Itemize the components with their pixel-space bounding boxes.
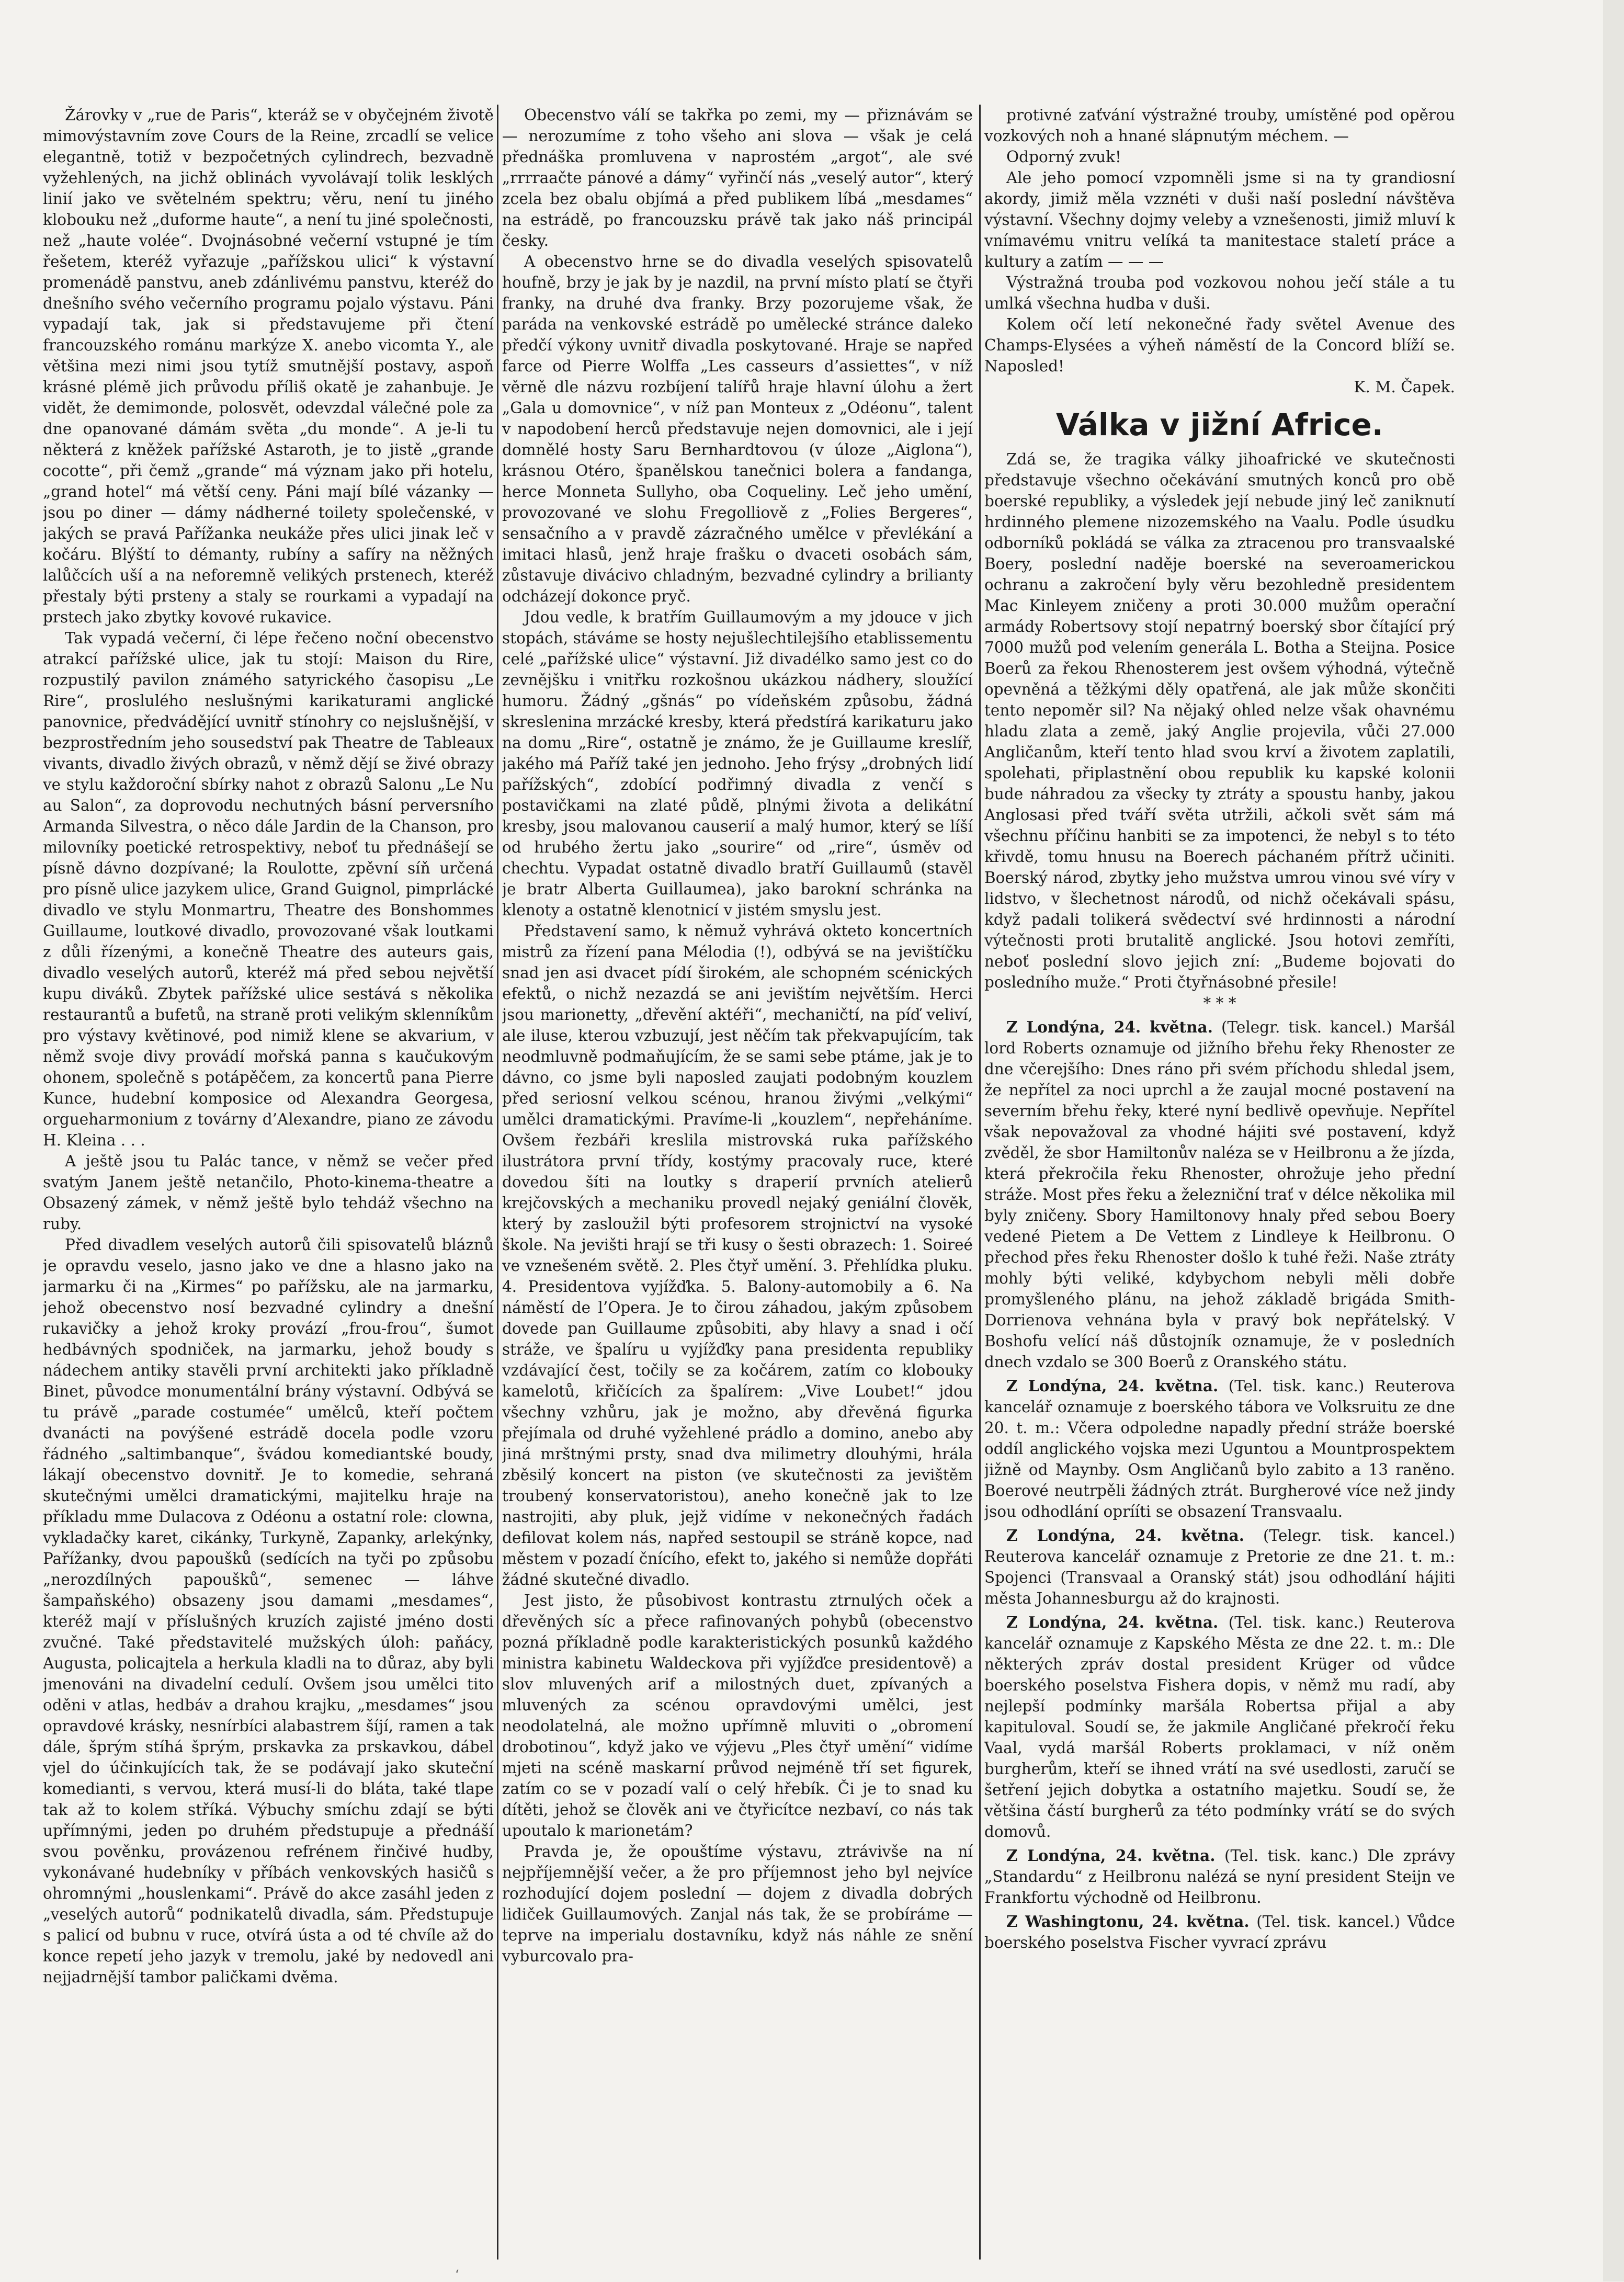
news-text: (Telegr. tisk. kancel.) Reuterova kancelář oznamuje z Pretorie ze dne 21. t. m.: Spojenci (Transvaal a Oranský stát) jsou odhodlání hájiti města Johannesburgu až do krajnosti. xyxy=(984,1527,1455,1607)
footer-mark: ‘ xyxy=(455,2267,459,2282)
column-1 xyxy=(43,105,494,2260)
column-divider xyxy=(497,105,498,2260)
news-dateline: Z Londýna, 24. května. xyxy=(1006,1526,1244,1545)
paragraph: Tak vypadá večerní, či lépe řečeno noční obecenstvo atrakcí pařížské ulice, jak tu stojí: Maison du Rire, rozpustilý pavilon známého satyrického časopisu „Le Rire“, proslulého neslušnými karikaturami anglické panovnice, předvádějící uvnitř stínohry co nejslušnější, v bezprostředním jeho sousedství pak Theatre de Tableaux vivants, divadlo živých obrazů, v němž dějí se živé obrazy ve stylu každoroční sbírky nahot z obrazů Salonu „Le Nu au Salon“, za doprovodu nechutných básní perversního Armanda Silvestra, o něco dále Jardin de la Chanson, pro milovníky poetické retrospektivy, neboť tu přednášejí se písně dávno dozpívané; la Roulotte, zpěvní síň určená pro písně ulice jazykem ulice, Grand Guignol, pimprlácké divadlo ve stylu Monmartru, Theatre des Bonshommes Guillaume, loutkové divadlo, provozované však loutkami z důli řízenými, a konečně Theatre des auteurs gais, divadlo veselých autorů, kteréž má před sebou největší kupu diváků. Zbytek pařížské ulice sestává s několika restaurantů a bufetů, na straně proti velikým sklenníkům pro výstavy květinové, pod nimiž klene se akvarium, v němž svoje divy provádí mořská panna s kaučukovým ohonem, společně s potápěčem, za koncertů pana Pierre Kunce, hudební komposice od Alexandra Georgesa, orgueharmonium z továrny d’Alexandre, piano ze závodu H. Kleina . . . xyxy=(43,629,494,1149)
paragraph: Ale jeho pomocí vzpomněli jsme si na ty grandiosní akordy, jimiž měla vzznéti v duši naší poslední návštěva výstavní. Všechny dojmy veleby a vznešenosti, jimiž mluví k vnímavému vnitru velíká ta manitestace staletí práce a kultury a zatím — — — xyxy=(984,169,1455,270)
news-text: (Tel. tisk. kanc.) Reuterova kancelář oznamuje z Kapského Města ze dne 22. t. m.: Dle některých zpráv dostal president Krüger od vůdce boerského poselstva Fishera dopis, v němž mu radí, aby nejlepší podmínky maršála Robertsa přijal a aby kapituloval. Soudí se, že jakmile Angličané překročí řeku Vaal, vydá maršál Roberts proklamaci, v níž oněm burgherům, kteří se ihned vrátí na své usedlosti, zaručí se šetření jejich dobytka a ostatního majetku. Soudí se, že většina částí burgherů za této podmínky vrátí se do svých domovů. xyxy=(984,1614,1455,1841)
news-item xyxy=(984,1911,1455,1953)
news-dateline: Z Londýna, 24. května. xyxy=(1006,1613,1219,1631)
paragraph: A obecenstvo hrne se do divadla veselých spisovatelů houfně, brzy je jak by je nazdil, na první místo platí se čtyři franky, na druhé dva franky. Brzy pozorujeme však, že paráda na venkovské estrádě po umělecké stránce daleko předčí výkony uvnitř divadla poskytované. Hraje se napřed farce od Pierre Wolffa „Les casseurs d’assiettes“, v níž věrně dle názvu rozbíjení talířů hraje hlavní úlohu a žert „Gala u domovnice“, v níž pan Monteux z „Odéonu“, talent v napodobení herců představuje nejen domovnici, ale i její domnělé hosty Saru Bernhardtovou (v úloze „Aiglona“), krásnou Otéro, španělskou tanečnici bolera a fandanga, herce Monneta Sullyho, oba Coqueliny. Leč jeho umění, provozované ve slohu Fregolliově z „Folies Bergeres“, sensačního a v pravdě zázračného umělce v převlékání a imitaci hlasů, jenž hraje frašku o dvaceti osobách sám, zůstavuje divácivo chladným, bezvadné cylindry a brilianty odcházejí dokonce pryč. xyxy=(502,253,973,605)
news-text: (Tel. tisk. kancel.) Vůdce boerského poselstva Fischer vyvrací zprávu xyxy=(984,1913,1455,1951)
news-item xyxy=(984,1017,1455,1372)
paragraph: Jdou vedle, k bratřím Guillaumovým a my jdouce v jich stopách, stáváme se hosty nejušlechtilejšího etablissementu celé „pařížské ulice“ výstavní. Již divadélko samo jest co do zevnějšku i vnitřku rozkošnou ukázkou nádhery, sloužící humoru. Žádný „gšnás“ po vídeňském způsobu, žádná skreslenina mrzácké kresby, která předstírá karikaturu jako na domu „Rire“, ostatně je známo, že je Guillaume kreslíř, jakého má Paříž také jen jednoho. Jeho frýsy „drobných lidí pařížských“, zdobící podřimný divadla z venčí s postavičkami na zlaté půdě, plnými života a delikátní kresby, jsou malovanou causerií a malý humor, který se líší od hrubého žertu jako „sourire“ od „rire“, úsměv od chechtu. Vypadat ostatně divadlo bratří Guillaumů (stavěl je bratr Alberta Guillaumea), jako barokní schránka na klenoty a ostatně klenotnicí v jistém smyslu jest. xyxy=(502,608,973,919)
news-item xyxy=(984,1525,1455,1609)
column-3 xyxy=(984,105,1455,2260)
section-separator: * * * xyxy=(1203,994,1236,1012)
news-text: (Tel. tisk. kanc.) Dle zprávy „Standardu“ z Heilbronu nalézá se nyní president Steijn ve Frankfortu východně od Heilbronu. xyxy=(984,1847,1455,1906)
news-item xyxy=(984,1376,1455,1522)
news-text: (Tel. tisk. kanc.) Reuterova kancelář oznamuje z boerského tábora ve Volksruitu ze dne 20. t. m.: Včera odpoledne napadly přední stráže boerské oddíl anglického vojska mezi Uguntou a Mountprospektem jižně od Maynby. Osm Angličanů bylo zabito a 13 raněno. Boerové neutrpěli žádných ztrát. Burgherové více než jindy jsou odhodlání oprííti se obsazení Transvaalu. xyxy=(984,1377,1455,1520)
author-signature: K. M. Čapek. xyxy=(1354,378,1455,396)
paragraph: Pravda je, že opouštíme výstavu, ztrávivše na ní nejpříjemnější večer, a že pro příjemnost jeho byl nejvíce rozhodující dojem poslední — dojem z divadla dobrých lidiček Guillaumových. Zanjal nás tak, že se probíráme — teprve na imperialu dostavníku, když nás náhle ze snění vyburcovalo pra- xyxy=(502,1843,973,1965)
paragraph: Žárovky v „rue de Paris“, kteráž se v obyčejném životě mimovýstavním zove Cours de la Reine, zrcadlí se velice elegantně, totiž v bezpočetných cylindrech, bezvadně vyžehlených, na jichž oblinách vyvolávají tolik lesklých linií jako ve světelném spektru; věru, není tu jiného klobouku než „duforme haute“, a není tu jiné společnosti, než „haute volée“. Dvojnásobné večerní vstupné je tím řešetem, kteréž vyřazuje „pařížskou ulici“ k výstavní promenádě panstvu, aneb zdánlivému panstvu, kteréž do dnešního svého večerního programu pojalo výstavu. Páni vypadají tak, jak si představujeme při čtení francouzského románu markýze X. anebo vicomta Y., ale většina mezi nimi jsou tytíž smutnější postavy, aspoň krásné plémě jich průvodu příliš okatě je zahanbuje. Je vidět, že demimonde, polosvět, odevzdal válečné pole za dne opanované dámám světa „du monde“. A je-li tu některá z kněžek pařížské Astaroth, je to jistě „grande cocotte“, při čemž „grande“ má význam jako při hotelu, „grand hotel“ má větší ceny. Páni mají bílé vázanky — jsou po diner — dámy nádherné toilety společenské, v jakých se pravá Pařížanka neukáže přes ulici jinak leč v kočáru. Blýští to démanty, rubíny a safíry na něžných lalůčcích uší a na neforemně velikých prstenech, kteréž přestaly býti prsteny a staly se rourkami a vypadají na prstech jako zbytky kovové rukavice. xyxy=(43,106,494,626)
column-2 xyxy=(502,105,973,2260)
section-heading: Válka v jižní Africe. xyxy=(1056,407,1383,442)
news-item xyxy=(984,1845,1455,1908)
news-dateline: Z Londýna, 24. května. xyxy=(1006,1018,1213,1036)
paragraph: Jest jisto, že působivost kontrastu ztrnulých oček a dřevěných síc a přece rafinovaných pohybů (obecenstvo pozná příkladně podle karakteristických posunků každého ministra kabinetu Waldeckova při vyjížďce presidentově) a slov mluvených arif a milostných duet, zpívaných a mluvených za scénou opravdovými umělci, jest neodolatelná, ale možno upřímně mluviti o „obromení drobotinou“, když jako ve výjevu „Ples čtyř umění“ vidíme mjeti na scéně maskarní průvod nejméně tří set figurek, zatím co se v pozadí valí o celý hřebík. Či je to snad ku dítěti, jehož se člověk ani ve čtyřicítce nezbaví, co nás tak upoutalo k marionetám? xyxy=(502,1592,973,1840)
paragraph: Obecenstvo válí se takřka po zemi, my — přiznávám se — nerozumíme z toho všeho ani slova — však je celá přednáška promluvena v naprostém „argot“, ale své „rrrraačte pánové a dámy“ vyřinčí nás „veselý autor“, který zcela bez obalu objímá a před publikem líbá „mesdames“ na estrádě, po francouzsku právě tak jako náš principál česky. xyxy=(502,106,973,249)
news-item xyxy=(984,1612,1455,1842)
news-dateline: Z Londýna, 24. května. xyxy=(1006,1846,1216,1865)
news-dateline: Z Washingtonu, 24. května. xyxy=(1006,1912,1250,1931)
paragraph: Před divadlem veselých autorů čili spisovatelů bláznů je opravdu veselo, jasno jako ve dne a hlasno jako na jarmarku či na „Kirmes“ po pařížsku, ale na jarmarku, jehož obecenstvo nosí bezvadné cylindry a dnešní rukavičky a jehož kroky provází „frou-frou“, šumot hedbávných spodniček, na jarmarku, jehož boudy s nádechem antiky stavěli první architekti jako příkladně Binet, původce monumentální brány výstavní. Odbývá se tu právě „parade costumée“ umělců, kteří počtem dvanácti na povýšené estrádě docela podle vzoru řádného „saltimbanque“, švádou komediantské boudy, lákají obecenstvo dovnitř. Je to komedie, sehraná skutečnými umělci dramatickými, majitelku hraje na příkladu mme Dulacova z Odéonu a ostatní role: clowna, vykladačky karet, cikánky, Turkyně, Zapanky, arlekýnky, Pařížanky, dvou papoušků (sedících na tyči po způsobu „nerozdílných papoušků“, semenec — láhve šampaňského) obsazeny jsou damami „mesdames“, kteréž mají v příslušných kruzích zajisté jméno dosti zvučné. Také představitelé mužských úloh: paňácy, Augusta, policajtela a herkula kladli na to důraz, aby byli jmenováni na divadelní cedulí. Ovšem jsou umělci tito oděni v atlas, hedbáv a drahou krajku, „mesdames“ jsou opravdové krásky, nesnírbíci alabastrem šíjí, ramen a tak dále, šprým stíhá šprým, prskavka za prskavkou, dábel vjel do účinkujících tak, že se podávají jako skuteční komedianti, s vervou, která musí-li do bláta, také tlape tak až to kolem stříká. Výbuchy smíchu zdají se býti upřímnými, jeden po druhém předstupuje a přednáší svou pověnku, provázenou refrénem řinčivé hudby, vykonávané hudebníky v příbách venkovských hasičů s ohromnými „houslenkami“. Právě do akce zasáhl jeden z „veselých autorů“ podnikatelů divadla, sám. Předstupuje s palicí od bubnu v ruce, otvírá ústa a od té chvíle až do konce repetí jeho jazyk v tremolu, jaké by nedovedl ani nejjadrnější tambor paličkami dvěma. xyxy=(43,1236,494,1986)
news-text: (Telegr. tisk. kancel.) Maršál lord Roberts oznamuje od jižního břehu řeky Rhenoster ze dne včerejšího: Dnes ráno při svém příchodu shledal jsem, že nepřítel za noci uprchl a že zaujal mocné postavení na severním břehu řeky, které nyní bedlivě opevňuje. Nepřítel však nepovažoval za vhodné hájiti své postavení, když zvěděl, že sbor Hamiltonův naléza se v Heilbronu a že jízda, která překročila řeku Rhenoster, ohrožuje jeho přední stráže. Most přes řeku a železniční trať v délce několika mil byly zničeny. Sbory Hamiltonovy hnaly před sebou Boery vedené Pietem a De Vettem z Lindleye k Heilbronu. O přechod přes řeku Rhenoster došlo k tuhé řeži. Naše ztráty mohly býti veliké, kdybychom nebyli měli dobře promyšleného plánu, na jehož základě brigáda Smith-Dorrienova vehnána byla v pravý bok nepřátelský. V Boshofu velící náš důstojník oznamuje, že v posledních dnech vzdalo se 300 Boerů z Oranského státu. xyxy=(984,1018,1455,1371)
paragraph: Zdá se, že tragika války jihoafrické ve skutečnosti představuje všechno očekávání smutných konců pro obě boerské republiky, a výsledek její nebude jiný leč zaniknutí hrdinného plemene nizozemského na Vaalu. Podle úsudku odborníků pokládá se válka za ztracenou pro transvaalské Boery, poslední naděje boerské na severoamerickou ochranu a zakročení byly věru bezohledně presidentem Mac Kinleyem zničeny a proti 30.000 mužům operační armády Robertsovy stojí nepatrný boerský sbor čítající prý 7000 mužů pod velením generála L. Botha a Steijna. Posice Boerů za řekou Rhenosterem jest ovšem výhodná, výtečně opevněná a těžkými děly opatřená, ale jak může skončiti tento nepoměr sil? Na nějaký ohled nelze však ohavnému hladu zlata a země, jaký Anglie projevila, vůči 27.000 Angličanům, kteří tento hlad svou krví a životem zaplatili, spolehati, připlastnění obou republik ku kapské kolonii bude náhradou za všecky ty ztráty a spoustu hanby, jakou Anglosasi před tváří světa utržili, ačkoli svět sám má všechnu příčinu hanbiti se za impotenci, že nebyl s to této křivdě, tomu hnusu na Boerech páchaném přítrž učiniti. Boerský národ, zbytky jeho mužstva umrou vinou své víry v lidstvo, v šlechetnost národů, od nichž očekávali spásu, když padali tolikerá svědectví své hrdinnosti a národní výtečnosti proti brutalitě anglické. Jsou hotovi zemříti, neboť poslední slovo jejich zní: „Budeme bojovati do posledního muže.“ Proti čtyřnásobné přesile! xyxy=(984,450,1455,991)
paragraph: Odporný zvuk! xyxy=(1006,148,1121,166)
paragraph: protivné zaťvání výstražné trouby, umístěné pod opěrou vozkových noh a hnané slápnutým méchem. — xyxy=(984,106,1455,145)
paragraph: Kolem očí letí nekonečné řady světel Avenue des Champs-Elysées a výheň náměstí de la Concord blíží se. Naposled! xyxy=(984,315,1455,375)
paragraph: Představení samo, k němuž vyhrává okteto koncertních mistrů za řízení pana Mélodia (!), odbývá se na jevištíčku snad jen asi dvacet pídí širokém, ale schopném scénických efektů, o nichž nezazdá se ani jevištím největším. Herci jsou marionetty, „dřevění aktéři“, mechaničtí, na píď veliví, ale iluse, kterou vzbuzují, jest něčím tak překvapujícím, tak neodmluvně podmaňujícím, že se sami sebe ptáme, jak je to dávno, co jsme byli naposled zaujati podobným kouzlem před seriosní velkou scénou, hranou živými „velkými“ umělci dramatickými. Pravíme-li „kouzlem“, nepřeháníme. Ovšem řezbáři kreslila mistrovská ruka pařížského ilustrátora první třídy, kostýmy pracovaly ruce, které dovedou šíti na loutky s draperií prvních atelierů krejčovských a mechaniku provedl nejaký geniální člověk, který by zasloužil býti profesorem strojnictví na vysoké škole. Na jevišti hrají se tři kusy o šesti obrazech: 1. Soireé ve vznešeném světě. 2. Ples čtyř umění. 3. Přehlídka pluku. 4. Presidentova vyjížďka. 5. Balony-automobily a 6. Na náměstí de l’Opera. Je to čirou záhadou, jakým způsobem dovede pan Guillaume způsobiti, aby hlavy a snad i očí stráže, ve špalíru u vyjížďky pana presidenta republiky vzdávající čest, točily se za kočárem, zatím co klobouky kamelotů, křičících za špalírem: „Vive Loubet!“ jdou všechny vzhůru, jak je možno, aby dřevěná figurka přejímala od druhé vyžehlené prádlo a domino, anebo aby jiná mrštnými prsty, snad dva milimetry dlouhými, hrála zběsilý koncert na piston (ve skutečnosti za jevištěm troubený konservatoristou), aneho konečně jak to lze nastrojiti, aby pluk, jejž vidíme v nekonečných řadách defilovat kolem nás, napřed sestoupil se stráně kopce, nad městem v pozadí čnícího, efekt to, jakého si nemůže dopřáti žádné skutečné divadlo. xyxy=(502,922,973,1588)
paragraph: A ještě jsou tu Palác tance, v němž se večer před svatým Janem ještě netančilo, Photo-kinema-theatre a Obsazený zámek, v němž ještě bylo tehdáž všechno na ruby. xyxy=(43,1152,494,1233)
news-dateline: Z Londýna, 24. května. xyxy=(1006,1377,1219,1395)
column-divider xyxy=(979,105,981,2260)
scan-edge xyxy=(1603,0,1624,2281)
paragraph: Výstražná trouba pod vozkovou nohou ječí stále a tu umlká všechna hudba v duši. xyxy=(984,274,1455,312)
